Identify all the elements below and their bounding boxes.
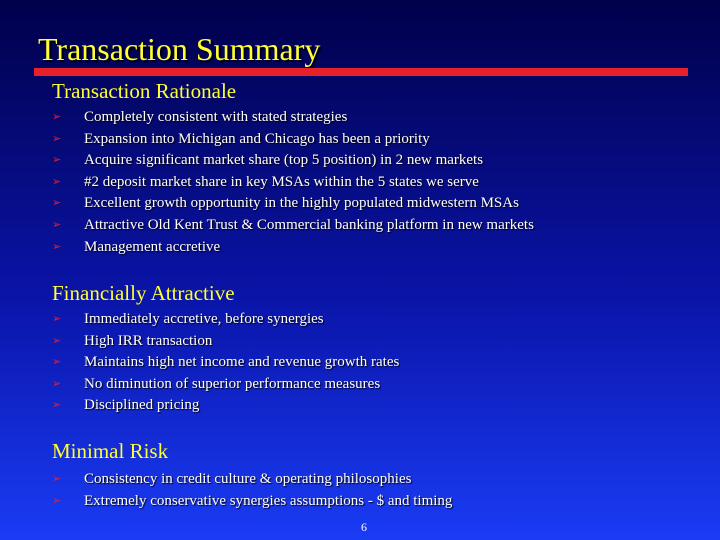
list-item-text: Completely consistent with stated strategies (84, 109, 348, 125)
list-item-text: Immediately accretive, before synergies (84, 311, 324, 327)
arrow-bullet-icon: ➢ (52, 399, 62, 412)
list-item-text: No diminution of superior performance measures (84, 375, 381, 392)
section-heading: Minimal Risk (52, 439, 169, 463)
arrow-bullet-icon: ➢ (52, 132, 62, 145)
section-transaction-rationale (52, 79, 534, 258)
bullet-list (52, 469, 453, 512)
list-item (52, 352, 400, 374)
arrow-bullet-icon: ➢ (52, 197, 62, 210)
list-item (52, 129, 430, 151)
list-item (52, 309, 324, 331)
page-number: 6 (361, 520, 367, 534)
list-item-text: Extremely conservative synergies assumptions - $ and timing (84, 492, 453, 509)
list-item (52, 172, 479, 194)
list-item (52, 395, 235, 417)
list-item (52, 107, 348, 129)
list-item (52, 215, 534, 237)
title-underline-rule (34, 68, 688, 76)
list-item-text: Management accretive (84, 238, 221, 255)
section-minimal-risk (52, 439, 453, 512)
section-heading: Transaction Rationale (52, 79, 237, 103)
list-item-text: Excellent growth opportunity in the highly populated midwestern MSAs (84, 195, 519, 212)
list-item (52, 331, 235, 353)
arrow-bullet-icon: ➢ (52, 313, 62, 325)
list-item-text: Maintains high net income and revenue growth rates (84, 354, 400, 371)
arrow-bullet-icon: ➢ (52, 356, 62, 369)
arrow-bullet-icon: ➢ (52, 240, 62, 253)
list-item (52, 237, 236, 259)
list-item (52, 491, 453, 513)
arrow-bullet-icon: ➢ (52, 334, 62, 347)
list-item-text: #2 deposit market share in key MSAs within the 5 states we serve (84, 173, 479, 190)
slide-title: Transaction Summary (38, 31, 321, 67)
arrow-bullet-icon: ➢ (52, 175, 62, 188)
list-item-text: Acquire significant market share (top 5 position) in 2 new markets (84, 152, 484, 169)
arrow-bullet-icon: ➢ (52, 111, 62, 123)
section-financially-attractive (52, 281, 400, 417)
section-heading: Financially Attractive (52, 281, 235, 305)
arrow-bullet-icon: ➢ (52, 473, 62, 485)
list-item (52, 193, 519, 215)
bullet-list (52, 107, 534, 258)
list-item-text: Expansion into Michigan and Chicago has been a priority (84, 130, 430, 147)
arrow-bullet-icon: ➢ (52, 154, 62, 167)
list-item (52, 150, 484, 172)
list-item-text: Attractive Old Kent Trust & Commercial banking platform in new markets (84, 216, 534, 233)
bullet-list (52, 309, 400, 417)
arrow-bullet-icon: ➢ (52, 377, 62, 390)
list-item (52, 469, 412, 491)
list-item-text: Consistency in credit culture & operating philosophies (84, 471, 412, 487)
arrow-bullet-icon: ➢ (52, 218, 62, 231)
list-item (52, 374, 381, 396)
list-item-text: Disciplined pricing (84, 397, 200, 414)
arrow-bullet-icon: ➢ (52, 494, 62, 507)
list-item-text: High IRR transaction (84, 332, 213, 349)
